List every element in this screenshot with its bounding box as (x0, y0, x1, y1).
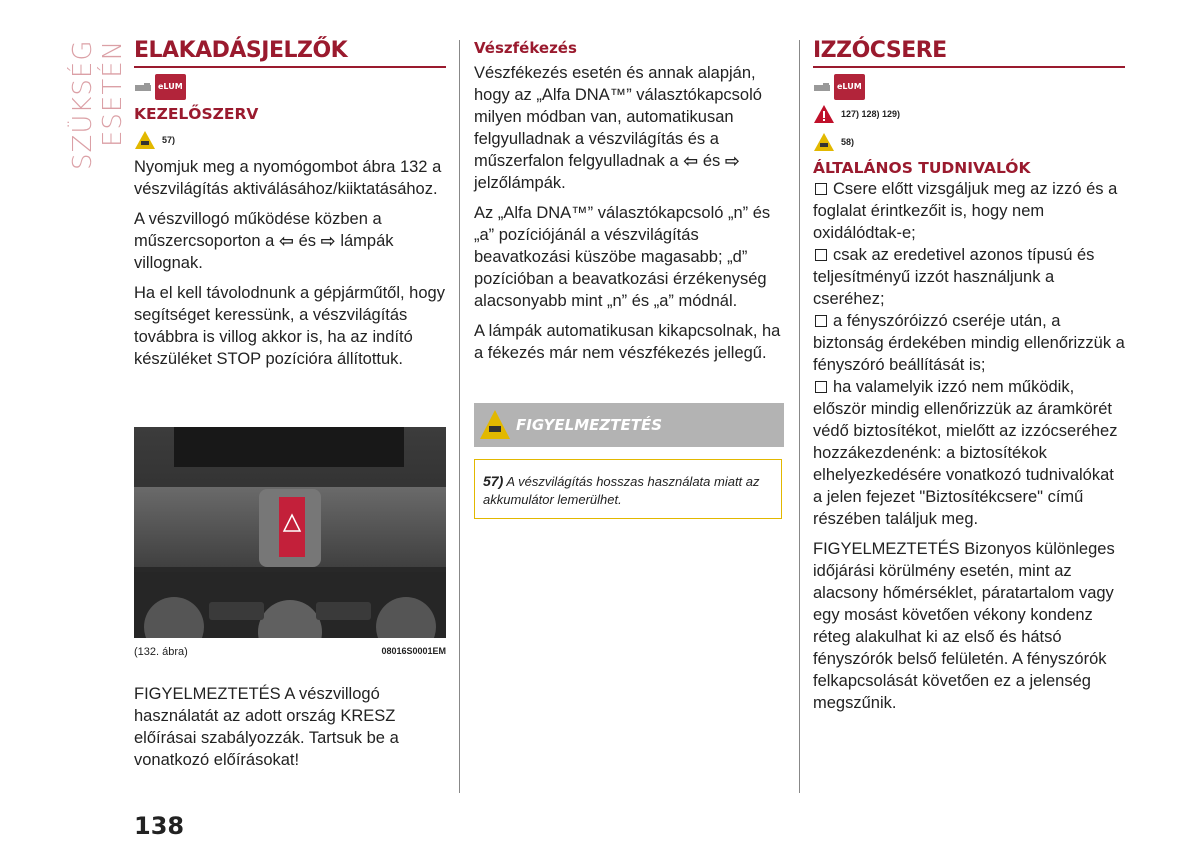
elum-indicator (813, 76, 1125, 98)
subheading-general-info: ÁLTALÁNOS TUDNIVALÓK (813, 159, 1031, 177)
list-item: a fényszóróizzó cseréje után, a biztonság érdekében mindig ellenőrizzük a fényszóró beállítását is; (813, 312, 1125, 374)
warning-note (474, 459, 782, 519)
column-divider (799, 40, 800, 793)
paragraph: Vészfékezés esetén és annak alapján, hogy az „Alfa DNA™” választókapcsoló milyen módban van, automatikusan felgyulladnak a vészvilágítás és a műszerfalon felgyulladnak a ⇦ és ⇨ jelzőlámpák. (474, 64, 762, 192)
elum-badge: eLUM (155, 74, 186, 100)
warning-car-icon (478, 408, 512, 442)
hazard-button-photo-illustration (134, 427, 446, 638)
list-item: csak az eredetivel azonos típusú és teljesítményű izzót használjunk a cseréhez; (813, 246, 1095, 308)
subheading-controls: KEZELŐSZERV (134, 105, 259, 123)
chapter-side-title: SZÜKSÉG ESETÉN (68, 40, 128, 171)
elum-indicator (134, 76, 446, 98)
checkbox-icon (815, 381, 827, 393)
pointing-hand-icon (134, 80, 152, 94)
warning-car-icon (813, 132, 835, 152)
caption-code: 08016S0001EM (381, 646, 446, 656)
paragraph: Nyomjuk meg a nyomógombot ábra 132 a vészvilágítás aktiválásához/kiiktatásához. (134, 158, 442, 198)
warning-ref-row (813, 130, 1125, 154)
section-heading-bulb-replacement: IZZÓCSERE (813, 38, 1125, 68)
column-1 (134, 38, 446, 378)
warning-banner-label: FIGYELMEZTETÉS (516, 416, 663, 434)
paragraph: A lámpák automatikusan kikapcsolnak, ha a fékezés már nem vészfékezés jellegű. (474, 322, 781, 362)
column-2 (474, 38, 786, 372)
caption-label: (132. ábra) (134, 646, 188, 658)
paragraph: Az „Alfa DNA™” választókapcsoló „n” és „a” pozíciójánál a vészvilágítás beavatkozási küszöbe magasabb; „d” pozícióban a beavatkozási érzékenység alacsonyabb mint „n” és „a” módnál. (474, 204, 771, 310)
warning-ref-row (134, 128, 446, 152)
figure-caption (134, 646, 446, 658)
section-heading-hazard-lights: ELAKADÁSJELZŐK (134, 38, 446, 68)
paragraph: Ha el kell távolodnunk a gépjárműtől, hogy segítséget keressünk, a vészvilágítás továbbra is villog akkor is, ha az indító készüléket STOP pozícióra állítottuk. (134, 284, 445, 368)
note-text: A vészvilágítás hosszas használata miatt az akkumulátor lemerülhet. (483, 474, 760, 507)
danger-ref-row (813, 102, 1125, 126)
note-number: 57) (483, 473, 504, 489)
checklist (813, 178, 1125, 530)
warning-banner (474, 403, 784, 447)
warning-ref: 57) (162, 135, 176, 145)
page-number: 138 (134, 812, 185, 840)
warning-car-icon (134, 130, 156, 150)
pointing-hand-icon (813, 80, 831, 94)
checkbox-icon (815, 315, 827, 327)
left-arrow-icon: ⇦ (683, 151, 699, 171)
paragraph: FIGYELMEZTETÉS Bizonyos különleges időjárási körülmény esetén, mint az alacsony hőmérséklet, páratartalom vagy egy mosást követően vékony kondenz réteg alakulhat ki az első és hátsó fényszórók belső felületén. A fényszórók felkapcsolását követően ez a jelenség megszűnik. (813, 540, 1115, 712)
danger-refs: 127) 128) 129) (841, 109, 901, 119)
paragraph: A vészvillogó működése közben a műszercsoporton a ⇦ és ⇨ lámpák villognak. (134, 210, 394, 272)
list-item: Csere előtt vizsgáljuk meg az izzó és a foglalat érintkezőit is, hogy nem oxidálódtak-e; (813, 180, 1118, 242)
dashboard-photo (134, 427, 446, 638)
right-arrow-icon: ⇨ (724, 151, 740, 171)
danger-icon (813, 104, 835, 124)
column-divider (459, 40, 460, 793)
left-arrow-icon: ⇦ (278, 231, 295, 251)
paragraph: FIGYELMEZTETÉS A vészvillogó használatát az adott ország KRESZ előírásai szabályozzák. Tartsuk be a vonatkozó előírásokat! (134, 685, 399, 769)
checkbox-icon (815, 183, 827, 195)
column-3 (813, 38, 1125, 722)
list-item: ha valamelyik izzó nem működik, először mindig ellenőrizzük az áramkörét védő biztosítékot, mielőtt az izzócseréhez hozzákezdenénk: a biztosítékok elhelyezkedésére vonatkozó tudnivalókat a jelen fejezet "Biztosítékcsere" című részében találjuk meg. (813, 378, 1118, 528)
elum-badge: eLUM (834, 74, 865, 100)
checkbox-icon (815, 249, 827, 261)
subheading-emergency-braking: Vészfékezés (474, 39, 577, 57)
right-arrow-icon: ⇨ (320, 231, 336, 251)
column-1-bottom (134, 683, 446, 779)
warning-ref: 58) (841, 137, 855, 147)
